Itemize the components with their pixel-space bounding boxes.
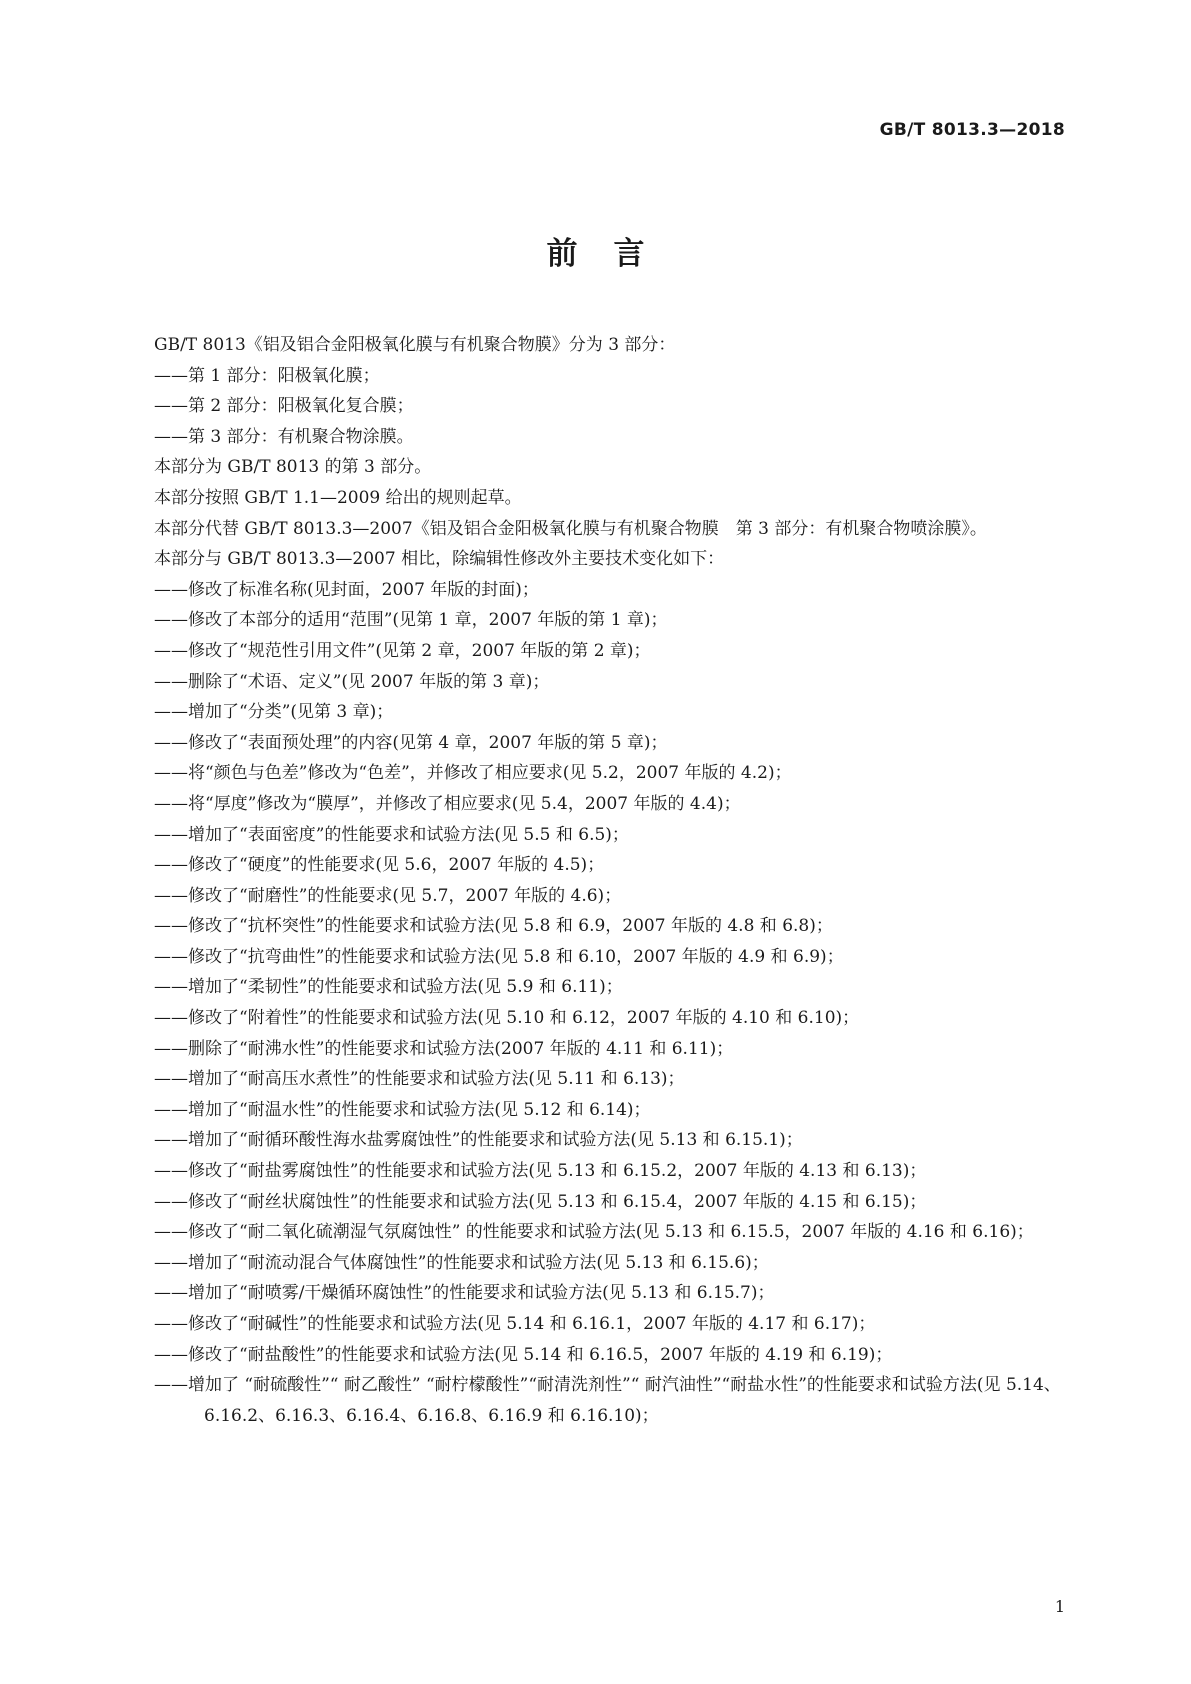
- change-list-item: ——第 3 部分：有机聚合物涂膜。: [154, 426, 414, 447]
- paragraph: 本部分按照 GB/T 1.1—2009 给出的规则起草。: [154, 487, 522, 508]
- change-list-item: ——删除了“耐沸水性”的性能要求和试验方法(2007 年版的 4.11 和 6.11)；: [154, 1038, 734, 1059]
- change-list-item: ——将“颜色与色差”修改为“色差”，并修改了相应要求(见 5.2，2007 年版的 4.2)；: [154, 763, 792, 784]
- page-title: 前言: [546, 236, 681, 272]
- change-list-item: ——增加了“柔韧性”的性能要求和试验方法(见 5.9 和 6.11)；: [154, 977, 623, 998]
- change-list-item: ——修改了“耐磨性”的性能要求(见 5.7，2007 年版的 4.6)；: [154, 885, 622, 906]
- standard-code: GB/T 8013.3—2018: [879, 120, 1065, 140]
- change-list-item: ——修改了“硬度”的性能要求(见 5.6，2007 年版的 4.5)；: [154, 855, 605, 876]
- paragraph: GB/T 8013《铝及铝合金阳极氧化膜与有机聚合物膜》分为 3 部分：: [154, 335, 676, 355]
- change-list-item: ——修改了“附着性”的性能要求和试验方法(见 5.10 和 6.12，2007 年版的 4.10 和 6.10)；: [154, 1008, 860, 1029]
- change-list-item: ——修改了“耐碱性”的性能要求和试验方法(见 5.14 和 6.16.1，2007 年版的 4.17 和 6.17)；: [154, 1314, 876, 1334]
- change-list-item: ——修改了“抗弯曲性”的性能要求和试验方法(见 5.8 和 6.10，2007 年版的 4.9 和 6.9)；: [154, 946, 844, 967]
- change-list-item: ——增加了“耐高压水煮性”的性能要求和试验方法(见 5.11 和 6.13)；: [154, 1069, 685, 1090]
- page-number: 1: [1054, 1597, 1065, 1616]
- change-list-item: ——修改了标准名称(见封面，2007 年版的封面)；: [154, 579, 539, 600]
- paragraph: 本部分与 GB/T 8013.3—2007 相比，除编辑性修改外主要技术变化如下：: [154, 549, 725, 570]
- change-list-item: ——增加了“表面密度”的性能要求和试验方法(见 5.5 和 6.5)；: [154, 824, 629, 845]
- change-list-item: ——修改了“表面预处理”的内容(见第 4 章，2007 年版的第 5 章)；: [154, 732, 668, 753]
- change-list-item: ——修改了“耐二氧化硫潮湿气氛腐蚀性” 的性能要求和试验方法(见 5.13 和 6.15.5，2007 年版的 4.16 和 6.16)；: [154, 1222, 1034, 1243]
- change-list-item: ——增加了 “耐硫酸性”“ 耐乙酸性” “耐柠檬酸性”“耐清洗剂性”“ 耐汽油性”“耐盐水性”的性能要求和试验方法(见 5.14、6.16.2、6.16.3、6.16.4、6.16.8、6.16.9 和 6.16.10)；: [154, 1375, 1061, 1426]
- change-list-item: ——修改了本部分的适用“范围”(见第 1 章，2007 年版的第 1 章)；: [154, 610, 668, 631]
- paragraph: 本部分代替 GB/T 8013.3—2007《铝及铝合金阳极氧化膜与有机聚合物膜 第 3 部分：有机聚合物喷涂膜》。: [154, 518, 987, 539]
- change-list-item: ——修改了“耐盐酸性”的性能要求和试验方法(见 5.14 和 6.16.5，2007 年版的 4.19 和 6.19)；: [154, 1344, 893, 1365]
- change-list-item: ——删除了“术语、定义”(见 2007 年版的第 3 章)；: [154, 671, 550, 692]
- change-list-item: ——增加了“分类”(见第 3 章)；: [154, 702, 394, 723]
- change-list-item: ——第 2 部分：阳极氧化复合膜；: [154, 396, 414, 417]
- document-body: [120, 330, 1064, 1431]
- change-list-item: ——增加了“耐喷雾/干燥循环腐蚀性”的性能要求和试验方法(见 5.13 和 6.15.7)；: [154, 1283, 775, 1304]
- change-list-item: ——将“厚度”修改为“膜厚”，并修改了相应要求(见 5.4，2007 年版的 4.4)；: [154, 793, 741, 814]
- change-list-item: ——增加了“耐温水性”的性能要求和试验方法(见 5.12 和 6.14)；: [154, 1099, 651, 1120]
- change-list-item: ——增加了“耐循环酸性海水盐雾腐蚀性”的性能要求和试验方法(见 5.13 和 6.15.1)；: [154, 1130, 803, 1151]
- paragraph: 本部分为 GB/T 8013 的第 3 部分。: [154, 457, 432, 478]
- change-list-item: ——修改了“规范性引用文件”(见第 2 章，2007 年版的第 2 章)；: [154, 640, 651, 661]
- change-list-item: ——增加了“耐流动混合气体腐蚀性”的性能要求和试验方法(见 5.13 和 6.15.6)；: [154, 1252, 769, 1273]
- change-list-item: ——修改了“抗杯突性”的性能要求和试验方法(见 5.8 和 6.9，2007 年版的 4.8 和 6.8)；: [154, 916, 833, 937]
- change-list-item: ——第 1 部分：阳极氧化膜；: [154, 365, 380, 386]
- change-list-item: ——修改了“耐丝状腐蚀性”的性能要求和试验方法(见 5.13 和 6.15.4，2007 年版的 4.15 和 6.15)；: [154, 1191, 927, 1212]
- change-list-item: ——修改了“耐盐雾腐蚀性”的性能要求和试验方法(见 5.13 和 6.15.2，2007 年版的 4.13 和 6.13)；: [154, 1161, 927, 1182]
